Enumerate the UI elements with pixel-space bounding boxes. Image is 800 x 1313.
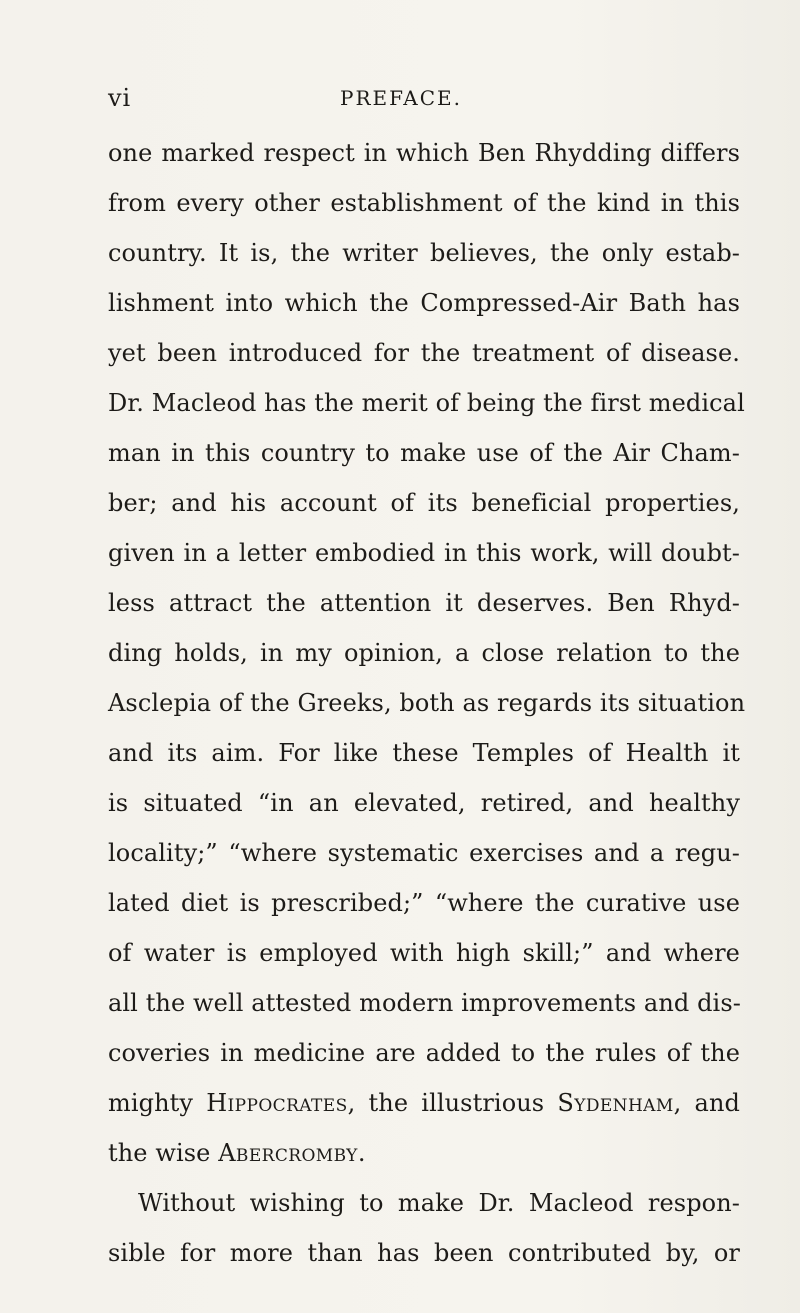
text-line: and its aim. For like these Temples of Health it [108,739,740,767]
text-line [108,1128,740,1178]
text-line: all the well attested modern improvements and dis- [108,989,741,1017]
text-fragment: , the illustrious [347,1089,558,1117]
text-line: ding holds, in my opinion, a close relation to the [108,639,740,667]
text-line [108,1078,740,1128]
name-abercromby: Abercromby [218,1139,358,1167]
text-line: from every other establishment of the kind in this [108,189,740,217]
text-line: one marked respect in which Ben Rhydding differs [108,139,740,167]
text-line: ber; and his account of its beneficial properties, [108,489,740,517]
text-line: lishment into which the Compressed-Air Bath has [108,289,740,317]
text-line: Asclepia of the Greeks, both as regards its situation [108,689,746,717]
name-sydenham: Sydenham [557,1089,674,1117]
text-fragment: . [357,1139,366,1167]
text-fragment: the wise [108,1139,219,1167]
text-line: sible for more than has been contributed by, or [108,1239,740,1267]
text-line: Dr. Macleod has the merit of being the first medical [108,389,745,417]
running-title: PREFACE. [340,86,462,110]
name-hippocrates: Hippocrates [206,1089,348,1117]
text-line: Without wishing to make Dr. Macleod respon- [138,1189,740,1217]
text-line: given in a letter embodied in this work, will doubt- [108,539,740,567]
text-line: man in this country to make use of the Air Cham- [108,439,740,467]
text-line: lated diet is prescribed;” “where the curative use [108,889,740,917]
text-line: coveries in medicine are added to the rules of the [108,1039,740,1067]
text-line: locality;” “where systematic exercises and a regu- [108,839,740,867]
text-line: is situated “in an elevated, retired, and healthy [108,789,740,817]
page-number: vi [108,84,132,112]
text-line: of water is employed with high skill;” and where [108,939,740,967]
page-header [108,84,738,116]
text-line: country. It is, the writer believes, the only estab- [108,239,740,267]
body-text [108,128,746,1278]
text-fragment: , and [673,1089,740,1117]
text-line: yet been introduced for the treatment of disease. [108,339,740,367]
text-fragment: mighty [108,1089,207,1117]
text-line: less attract the attention it deserves. Ben Rhyd- [108,589,740,617]
